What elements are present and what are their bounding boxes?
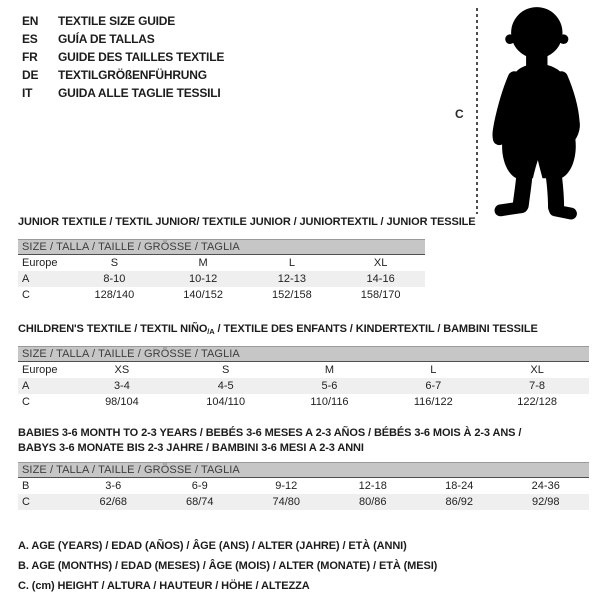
size-cell: M <box>198 257 208 269</box>
height-cell: 140/152 <box>183 289 223 301</box>
size-header-row <box>18 240 425 255</box>
size-header-label: SIZE / TALLA / TAILLE / GRÖSSE / TAGLIA <box>18 347 589 362</box>
age-cell: 12-13 <box>248 271 337 287</box>
row-label: C <box>22 396 30 408</box>
row-label: C <box>22 289 30 301</box>
size-cell: L <box>288 257 295 269</box>
height-cell: 116/122 <box>413 396 453 408</box>
age-cell: 9-12 <box>275 480 298 492</box>
legend-line-c: C. (cm) HEIGHT / ALTURA / HAUTEUR / HÖHE / ALTEZZA <box>18 580 310 592</box>
size-header-label: SIZE / TALLA / TAILLE / GRÖSSE / TAGLIA <box>18 240 425 255</box>
size-cell: XL <box>373 257 388 269</box>
age-cell: 10-12 <box>159 271 248 287</box>
height-cell: 110/116 <box>310 396 349 408</box>
table-row <box>18 271 425 287</box>
guide-title-it: GUIDA ALLE TAGLIE TESSILI <box>58 86 221 100</box>
height-measure-figure <box>445 4 597 220</box>
age-cell: 14-16 <box>336 271 425 287</box>
table-row <box>18 494 589 510</box>
table-row <box>18 394 589 410</box>
height-cell: 98/104 <box>105 396 139 408</box>
baby-silhouette-icon <box>485 6 595 220</box>
language-code: DE <box>22 68 39 82</box>
babies-title-line2: BABYS 3-6 MONATE BIS 2-3 JAHRE / BAMBINI 3-6 MESI A 2-3 ANNI <box>18 442 364 454</box>
children-title-sub: /A <box>207 327 215 336</box>
language-code: EN <box>22 14 39 28</box>
babies-size-table <box>18 462 589 510</box>
height-cell: 104/110 <box>206 396 246 408</box>
size-cell: S <box>222 364 230 376</box>
language-code: FR <box>22 50 38 64</box>
age-cell: 8-10 <box>70 271 159 287</box>
height-cell: 80/86 <box>330 494 417 510</box>
table-row <box>18 478 589 495</box>
age-cell: 3-6 <box>105 480 122 492</box>
language-row-fr <box>22 48 224 66</box>
size-cell: XS <box>114 364 130 376</box>
age-cell: 18-24 <box>445 480 474 492</box>
babies-section-title <box>18 426 521 456</box>
height-cell: 62/68 <box>70 494 157 510</box>
guide-title-fr: GUIDE DES TAILLES TEXTILE <box>58 50 225 64</box>
babies-title-line1: BABIES 3-6 MONTH TO 2-3 YEARS / BEBÉS 3-6 MESES A 2-3 AÑOS / BÉBÉS 3-6 MOIS À 2-3 ANS / <box>18 427 522 439</box>
children-title-post: / TEXTILE DES ENFANTS / KINDERTEXTIL / BAMBINI TESSILE <box>214 323 538 335</box>
age-cell: 6-9 <box>191 480 208 492</box>
height-cell: 122/128 <box>517 396 557 408</box>
size-header-row <box>18 463 589 478</box>
age-cell: 3-4 <box>70 378 174 394</box>
age-cell: 24-36 <box>531 480 560 492</box>
language-row-es <box>22 30 224 48</box>
height-cell: 86/92 <box>416 494 503 510</box>
height-dotted-line <box>476 8 478 214</box>
row-label: A <box>18 378 70 394</box>
language-row-de <box>22 66 224 84</box>
age-cell: 5-6 <box>278 378 382 394</box>
size-cell: L <box>430 364 437 376</box>
age-cell: 7-8 <box>485 378 589 394</box>
row-label: Europe <box>22 257 58 269</box>
row-label: B <box>22 480 30 492</box>
legend-line-a: A. AGE (YEARS) / EDAD (AÑOS) / ÂGE (ANS) / ALTER (JAHRE) / ETÀ (ANNI) <box>18 540 407 552</box>
table-row <box>18 362 589 379</box>
height-cell: 128/140 <box>94 289 135 301</box>
guide-title-es: GUÍA DE TALLAS <box>58 32 155 46</box>
size-cell: S <box>110 257 119 269</box>
height-cell: 158/170 <box>360 289 401 301</box>
height-cell: 74/80 <box>243 494 330 510</box>
height-cell: 92/98 <box>503 494 590 510</box>
language-row-en <box>22 12 224 30</box>
row-label: Europe <box>22 364 58 376</box>
size-header-row <box>18 347 589 362</box>
age-cell: 6-7 <box>381 378 485 394</box>
table-row <box>18 287 425 303</box>
guide-title-en: TEXTILE SIZE GUIDE <box>58 14 176 28</box>
children-section-title <box>18 322 538 339</box>
language-row-it <box>22 84 224 102</box>
measure-label-c: C <box>455 107 464 121</box>
row-label: C <box>18 494 70 510</box>
table-row <box>18 378 589 394</box>
height-cell: 152/158 <box>271 289 312 301</box>
age-cell: 12-18 <box>358 480 387 492</box>
children-size-table <box>18 346 589 410</box>
junior-section-title: JUNIOR TEXTILE / TEXTIL JUNIOR/ TEXTILE JUNIOR / JUNIORTEXTIL / JUNIOR TESSILE <box>18 216 476 228</box>
measurement-legend <box>18 536 437 596</box>
row-label: A <box>18 271 70 287</box>
guide-title-de: TEXTILGRÖßENFÜHRUNG <box>58 68 207 82</box>
legend-line-b: B. AGE (MONTHS) / EDAD (MESES) / ÂGE (MOIS) / ALTER (MONATE) / ETÀ (MESI) <box>18 560 438 572</box>
language-code: IT <box>22 86 33 100</box>
language-title-list <box>22 12 224 102</box>
size-cell: M <box>324 364 335 376</box>
table-row <box>18 255 425 272</box>
height-cell: 68/74 <box>157 494 244 510</box>
language-code: ES <box>22 32 38 46</box>
age-cell: 4-5 <box>174 378 278 394</box>
size-header-label: SIZE / TALLA / TAILLE / GRÖSSE / TAGLIA <box>18 463 589 478</box>
children-title-pre: CHILDREN'S TEXTILE / TEXTIL NIÑO <box>18 323 208 335</box>
size-cell: XL <box>530 364 544 376</box>
junior-size-table <box>18 239 425 303</box>
